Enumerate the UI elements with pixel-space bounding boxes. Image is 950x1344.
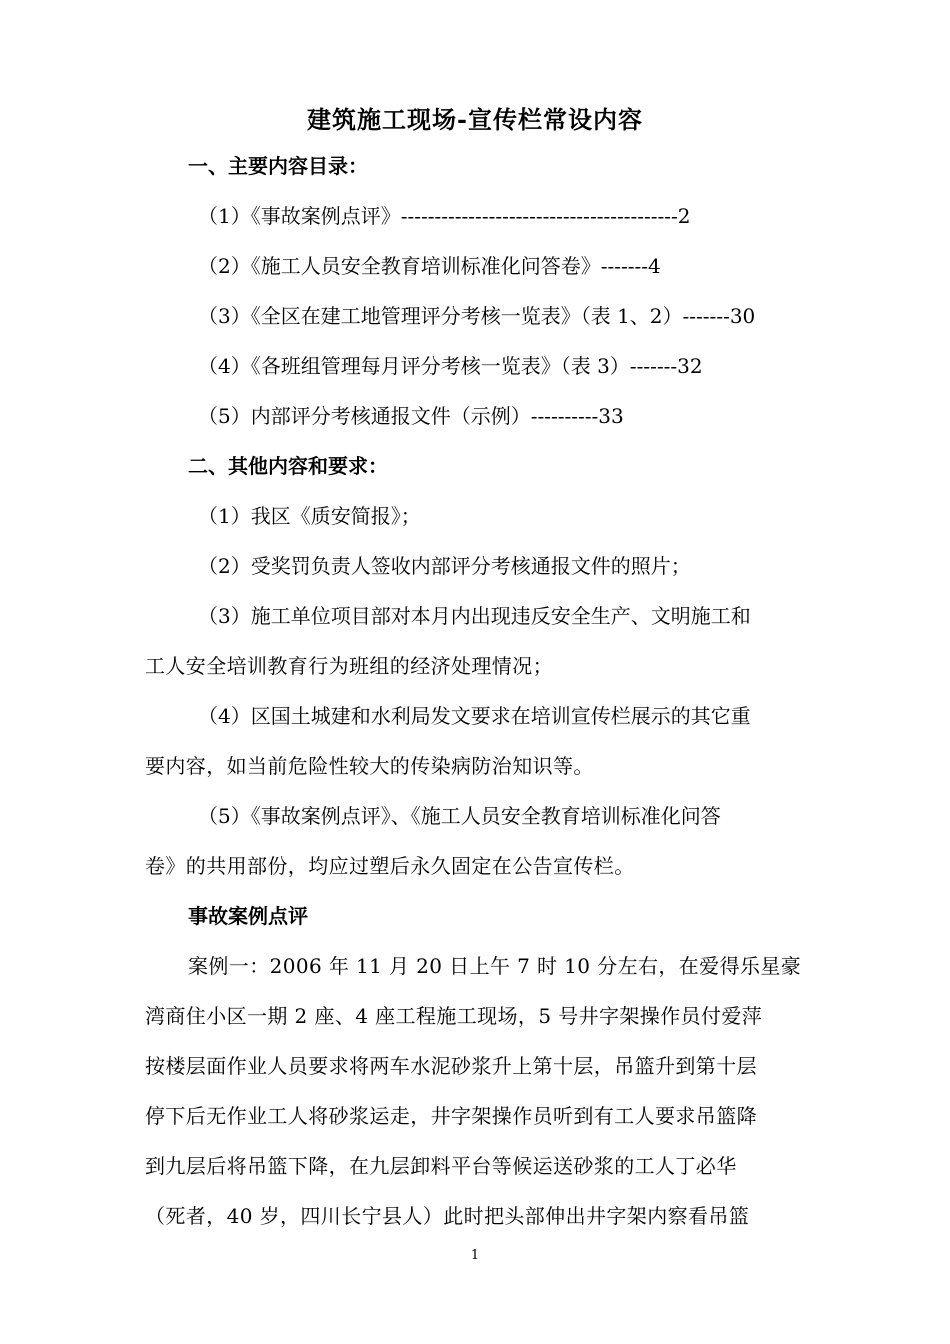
section-heading-other: 二、其他内容和要求： xyxy=(188,454,388,478)
paragraph-line: 案例一：2006 年 11 月 20 日上午 7 时 10 分左右，在爱得乐星豪 xyxy=(188,954,802,978)
section-heading-case-review: 事故案例点评 xyxy=(188,904,308,928)
document-title: 建筑施工现场-宣传栏常设内容 xyxy=(307,105,643,134)
paragraph-line: （4）区国土城建和水利局发文要求在培训宣传栏展示的其它重 xyxy=(198,704,751,728)
page-number: 1 xyxy=(470,1248,480,1263)
toc-item: （3）《全区在建工地管理评分考核一览表》（表 1、2）-------30 xyxy=(198,304,756,328)
paragraph-line: （3）施工单位项目部对本月内出现违反安全生产、文明施工和 xyxy=(198,604,751,628)
toc-item: （5）内部评分考核通报文件（示例）----------33 xyxy=(198,404,624,428)
paragraph-line: 湾商住小区一期 2 座、4 座工程施工现场，5 号井字架操作员付爱萍 xyxy=(145,1004,763,1028)
paragraph-line: （2）受奖罚负责人签收内部评分考核通报文件的照片； xyxy=(198,554,691,578)
paragraph-line: 工人安全培训教育行为班组的经济处理情况； xyxy=(145,654,553,678)
paragraph-line: （5）《事故案例点评》、《施工人员安全教育培训标准化问答 xyxy=(198,804,721,828)
paragraph-line: （1）我区《质安简报》； xyxy=(198,504,421,528)
paragraph-line: 卷》的共用部份，均应过塑后永久固定在公告宣传栏。 xyxy=(145,854,635,878)
paragraph-line: 要内容，如当前危险性较大的传染病防治知识等。 xyxy=(145,754,594,778)
section-heading-contents: 一、主要内容目录： xyxy=(188,154,368,178)
paragraph-line: 到九层后将吊篮下降，在九层卸料平台等候运送砂浆的工人丁必华 xyxy=(145,1154,737,1178)
toc-item: （4）《各班组管理每月评分考核一览表》（表 3）-------32 xyxy=(198,354,703,378)
toc-item: （1）《事故案例点评》-----------------------------------------2 xyxy=(198,204,691,228)
toc-item: （2）《施工人员安全教育培训标准化问答卷》-------4 xyxy=(198,254,661,278)
paragraph-line: 按楼层面作业人员要求将两车水泥砂浆升上第十层，吊篮升到第十层 xyxy=(145,1054,757,1078)
paragraph-line: （死者，40 岁，四川长宁县人）此时把头部伸出井字架内察看吊篮 xyxy=(145,1204,750,1228)
paragraph-line: 停下后无作业工人将砂浆运走，井字架操作员听到有工人要求吊篮降 xyxy=(145,1104,757,1128)
